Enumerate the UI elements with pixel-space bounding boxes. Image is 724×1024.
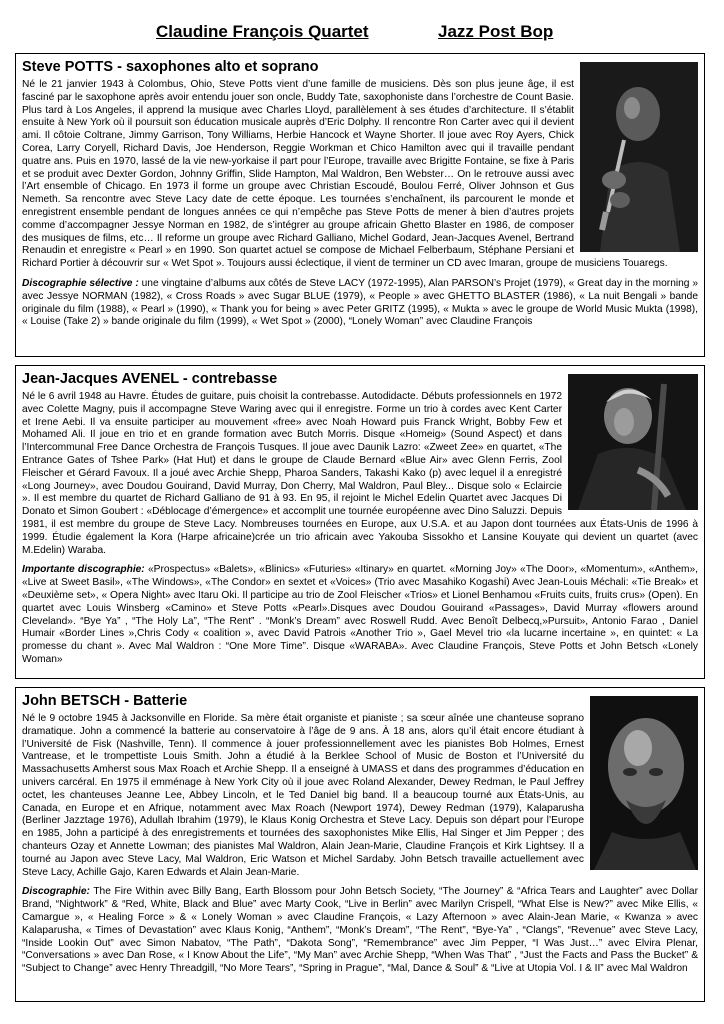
discography-text: une vingtaine d’albums aux côtés de Steve LACY (1972-1995), Alan PARSON’s Projet (1979), « Great day in the morning » avec Jessye NORMAN (1982), « Cross Roads » avec Sugar BLUE (1979), « People » avec GHETTO BLASTER (1986), « La nuit Bengali » bande originale du film (1988), « Pearl » (1990), « Thank you for being » avec Peter GRITZ (1995), « Mukta » avec le groupe de World Music Mukta (1998), « Louise (Take 2) » bande originale du film (1999), « Wet Spot » (2000), “Lonely Woman” avec Claudine François [22, 277, 698, 328]
discography [22, 278, 698, 329]
discography-text: «Prospectus» «Balets», «Blinics» «Futuries» «Itinary» en quartet. «Morning Joy» «The Door», «Momentum», «Anthem», «Live at Sweet Basil», «The Windows», «The Condor» en sextet et «Voices» (Trio avec Masahiko Kogashi) Avec Jean-Louis Méchali: «Tie Break» et «Deuxième set», « Opera Night» avec Itaru Oki. Il participe au trio de Zool Fleischer «Trios» et Lionel Benhamou «Fruits cuits, fruits crus» (Open). En quartet avec Louis Winsberg «Camino» et Steve Potts «Pearl».Disques avec Doudou Gouirand «Passages», David Murray «flowers around Cleveland». “Bye Ya” , “The Holy La”, “The Rent” . “Monk’s Dream” avec Roswell Rudd. Avec Benoît Delbecq,»Pursuit», Antonio Farao , Daniel Humair «Border Lines »,Chris Cody « coalition », avec David Patrois «Another Trio », Gael Mevel trio «la lucarne incertaine », en quintet: « La promesse du chant ». Avec Mal Waldron : “One More Time”. Disque «WARABA». Avec Claudine François, Steve Potts et John Betsch «Lonely Woman» [22, 564, 699, 665]
header-title-right: Jazz Post Bop [438, 22, 554, 41]
discography-label: Discographie: [22, 886, 90, 898]
biography-text: Né le 6 avril 1948 au Havre. Études de guitare, puis choisit la contrebasse. Autodidacte. Débuts professionnels en 1972 avec Colette Magny, puis il accompagne Steve Waring avec qui il enregistre. Forme un trio à cordes avec Kent Carter et Irene Aebi. Il va ensuite participer au mouvement «free» avec Noah Howard puis Franck Wright, Bobby Few et Mohamed Ali. Il joue en trio et en grande formation avec Butch Morris. Disque «Homeig» (Sound Aspect) et dans l’Intercommunal Free Dance Orchestra de François Tusques. Il joue avec Daunik Lazro: «Zweet Zee» en quartet, «The Entrance Gates of Tshee Park» (Hat Hut) et dans le groupe de Claude Bernard «Blue Air» avec Glenn Ferris, Zool Fleischer et Gérard Favoux. Il a joué avec Archie Shepp, Pharoa Sanders, Takashi Kako (p) avec lequel il a enregistré «Long Journey», avec Doudou Gouirand, David Murray, Don Cherry, Mal Waldron, Paul Bley... Disque solo « Eclaircie ». Il est membre du quartet de Richard Galliano de 91 à 93. En 95, il rejoint le Michel Edelin Quartet avec Jacques Di Donato et Simon Goubert : «Déblocage d’émergence» et accomplit une tournée européenne avec Dino Saluzzi. Depuis 1981, il est membre du groupe de Steve Lacy. Nombreuses tournées en Europe, aux U.S.A. et au Japon dont tournées aux États-Unis de 1996 à 1999. Étudie également la Kora (Harpe africaine)crée un trio africain avec Yakouba Sissokho et Lansine Kouyate qui devient un quartet (avec M.Edelin) Waraba. [22, 391, 698, 556]
photo-bassist [568, 374, 698, 510]
musician-section-steve-potts [15, 53, 705, 357]
musician-section-jean-jacques-avenel [15, 365, 705, 679]
photo-drummer [590, 696, 698, 870]
header-title-left: Claudine François Quartet [156, 22, 369, 41]
musician-section-john-betsch [15, 687, 705, 1002]
page-header [0, 22, 724, 46]
biography-text: Né le 21 janvier 1943 à Colombus, Ohio, Steve Potts vient d’une famille de musiciens. Dès son plus jeune âge, il est fasciné par le saxophone après avoir entendu jouer son oncle, Buddy Tate, saxophoniste dans l’orchestre de Count Basie. Plus tard à Los Angeles, il apprend la musique avec Charles Lloyd, parallèlement à ses études d’architecture. Il s’établit ensuite à New York où il poursuit son éducation musicale auprès d’Eric Dolphy. Il rencontre Ron Carter avec qui il devient ami. Il côtoie Coltrane, Jimmy Garrison, Tony Williams, Herbie Hancock et Wayne Shorter. Il joue avec Roy Ayers, Chick Corea, Larry Coryell, Richard Davis, Joe Henderson, Reggie Workman et Chico Hamilton avec qui il travaille pendant quatre ans. Puis en 1970, lassé de la vie new-yorkaise il part pour l’Europe, travaille avec Brigitte Fontaine, se fixe à Paris et se produit avec Dexter Gordon, Johnny Griffin, Slide Hampton, Mal Waldron, Ben Webster… On le retrouve aussi avec l’Art ensemble of Chicago. En 1973 il forme un groupe avec Christian Escoudé, Boulou Ferré, Oliver Johnson et Gus Nemeth. Sa rencontre avec Steve Lacy date de cette époque. Les tournées s’enchaînent, ils parcourent le monde et enregistrent ensemble pendant de longues années ce qui n’empêche pas Steve Potts de mener à bien d’autres projets comme d’accompagner Jessye Norman en 1982, de s’intégrer au groupe africain Ghetto Blaster en 1986, de composer des musiques de films, etc… Il reforme un groupe avec Richard Galliano, Michel Godard, Jean-Jacques Avenel, Bertrand Renaudin et enregistre « Pearl » en 1990. Son quartet actuel se compose de Michael Felberbaum, Stéphane Persiani et Richard Portier à découvrir sur « Wet Spot ». Toujours aussi éclectique, il vient de terminer un CD avec Imaran, groupe de musiciens Touaregs. [22, 79, 668, 270]
discography-label: Discographie sélective : [22, 277, 139, 289]
section-title: Steve POTTS - saxophones alto et soprano [22, 59, 319, 75]
discography [22, 564, 698, 666]
discography [22, 886, 698, 976]
discography-label: Importante discographie: [22, 564, 145, 576]
photo-saxophonist [580, 62, 698, 252]
section-title: Jean-Jacques AVENEL - contrebasse [22, 371, 278, 387]
discography-text: The Fire Within avec Billy Bang, Earth Blossom pour John Betsch Society, “The Journey” & “Africa Tears and Laughter” avec Dollar Brand, “Nightwork” & “Red, White, Black and Blue” avec Marty Cook, “Live in Berlin” avec Marilyn Crispell, “What Else is New?” avec Mike Ellis, « Camargue », « Healing Force » & « Lonely Woman » avec Claudine François, « Lazy Afternoon » avec Alain-Jean Marie, « Kwanza » avec Kalaparusha, « Times of Devastation” avec Klaus Konig, “Anthem”, “Monk’s Dream”, “The Rent”, “Bye-Ya” , “Clangs”, “Revenue” avec Steve Lacy, “Inside Lookin Out” avec Simon Nabatov, “The Path”, “Dakota Song”, “Remembrance” avec Jim Pepper, “I Was Just…” avec Elvira Plenar, “Conversations » avec Dan Rose, « I Know About the Life”, “My Man” avec Archie Shepp, “When Was That” , “Just the Facts and Pass the Bucket” & “Subject to Change” avec Henry Threadgill, “No More Tears”, “Spring in Prague”, “Mal, Dance & Soul” & “Live at Utopia Vol. I & II” avec Mal Waldron [22, 886, 698, 975]
biography-text: Né le 9 octobre 1945 à Jacksonville en Floride. Sa mère était organiste et pianiste ; sa sœur aînée une chanteuse soprano dramatique. John a commencé la batterie au conservatoire à l’âge de 9 ans. À 18 ans, alors qu’il était encore étudiant à l’Université de Fisk (Nashville, Tenn). Il commence à jouer professionnellement avec les pianistes Bob Holmes, Ernest Vantrease, et le trompettiste Louis Smith. John a étudié à la Berklee School of Music de Boston et l’Université du Massachusetts Amherst sous Max Roach et Archie Shepp. Il a enseigné à UMASS et dans des programmes d’éducation en univers carcéral. En 1975 il emménage à New York City où il joue avec Roland Alexander, Dewey Redman, le Paul Jeffrey octet, les chanteuses Jeanne Lee, Abbey Lincoln, et le Ted Daniel big band. Il a beaucoup tourné aux États-Unis, au Canada, en Europe et en Afrique, notamment avec Max Roach (Newport 1974), Dewey Redman (1979), Kalaparusha (Berliner Jazztage 1976), Adullah Ibrahim (1979), le Klaus Konig Orchestra et Steve Lacy. Depuis son départ pour l’Europe en 1985, John a participé à des enregistrements et tournées des saxophonistes Mike Ellis, Hal Singer et Jim Pepper ; des chanteurs Ozay et Annette Lowman; des pianistes Mal Waldron, Alain Jean-Marie, Claudine François et Kirk Lightsey. Il a tourné au Japon avec Steve Lacy, Mal Waldron, Eric Watson et Michel Sardaby. John Betsch travaille actuellement avec Steve Lacy, Achille Gajo, Karen Edwards et Alain Jean-Marie. [22, 713, 584, 878]
section-title: John BETSCH - Batterie [22, 693, 188, 709]
